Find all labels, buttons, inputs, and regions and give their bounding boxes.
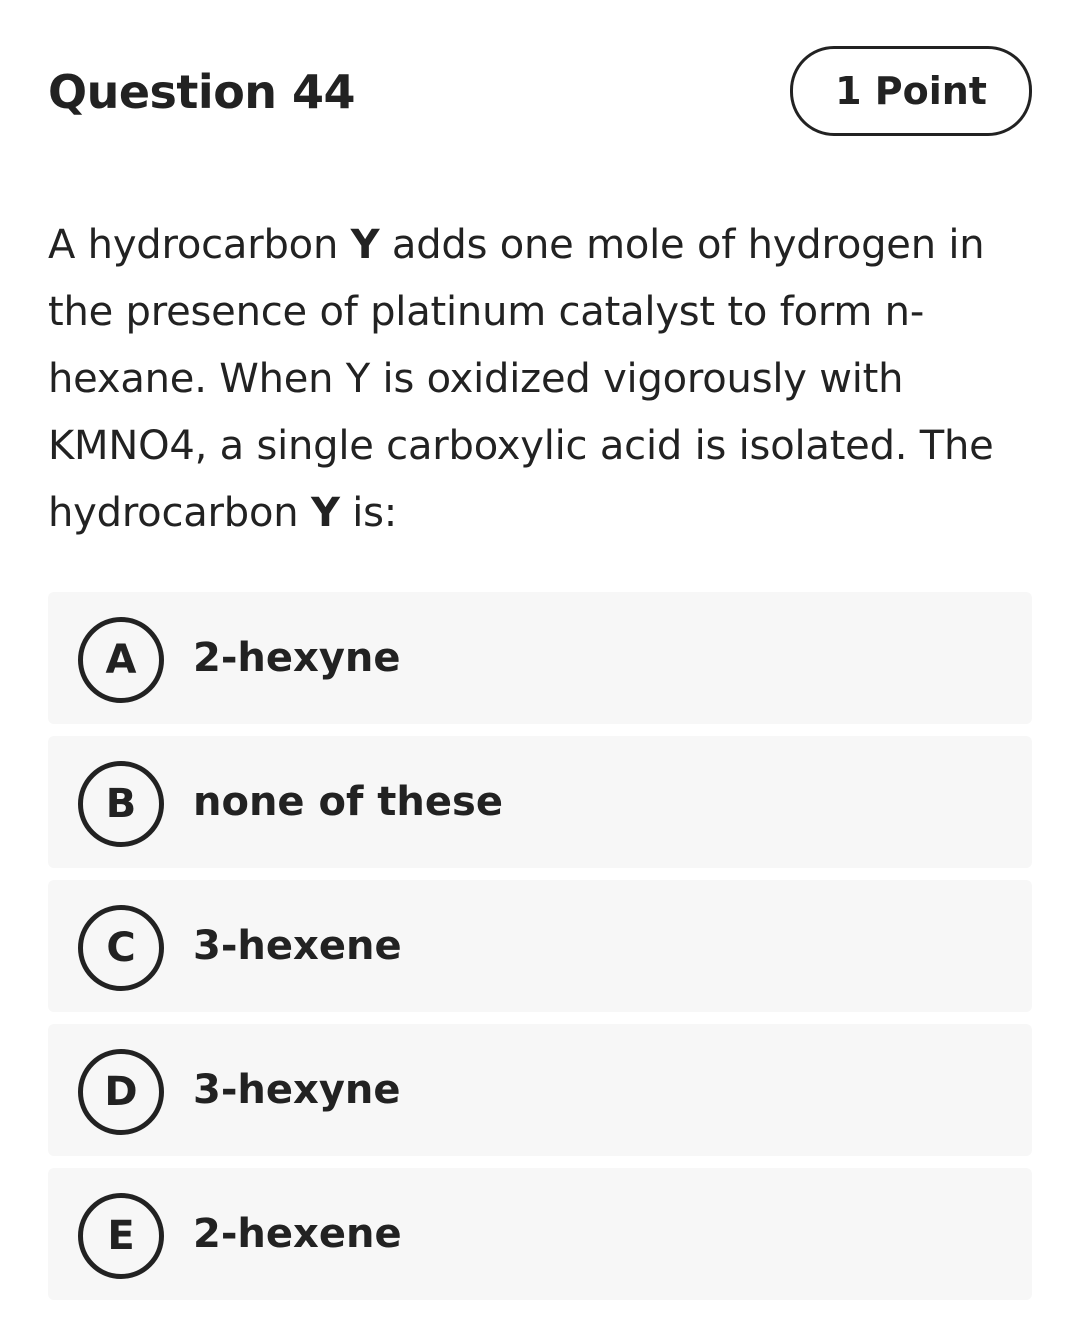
question-header [48,46,1032,138]
option-a-label: 2-hexyne [193,635,401,681]
option-e-letter-circle: E [78,1193,164,1279]
stem-text-1: A hydrocarbon [48,222,351,268]
option-c-label: 3-hexene [193,923,402,969]
stem-text-3: is: [339,490,398,536]
points-badge: 1 Point [790,46,1032,136]
answer-options [48,592,1032,1312]
stem-text-2: adds one mole of hydrogen in the presence of platinum catalyst to form n-hexane. When Y is oxidized vigorously with KMNO4, a single carboxylic acid is isolated. The hydrocarbon [48,222,994,536]
option-a-letter-circle: A [78,617,164,703]
stem-bold-y-2: Y [310,490,340,536]
option-a[interactable] [48,592,1032,724]
option-b[interactable] [48,736,1032,868]
question-stem [48,212,1008,547]
option-b-letter-circle: B [78,761,164,847]
question-title: Question 44 [48,65,356,119]
option-b-label: none of these [193,779,503,825]
option-c[interactable] [48,880,1032,1012]
option-c-letter-circle: C [78,905,164,991]
option-d-label: 3-hexyne [193,1067,401,1113]
option-d[interactable] [48,1024,1032,1156]
option-e-label: 2-hexene [193,1211,402,1257]
stem-bold-y-1: Y [350,222,380,268]
option-d-letter-circle: D [78,1049,164,1135]
option-e[interactable] [48,1168,1032,1300]
